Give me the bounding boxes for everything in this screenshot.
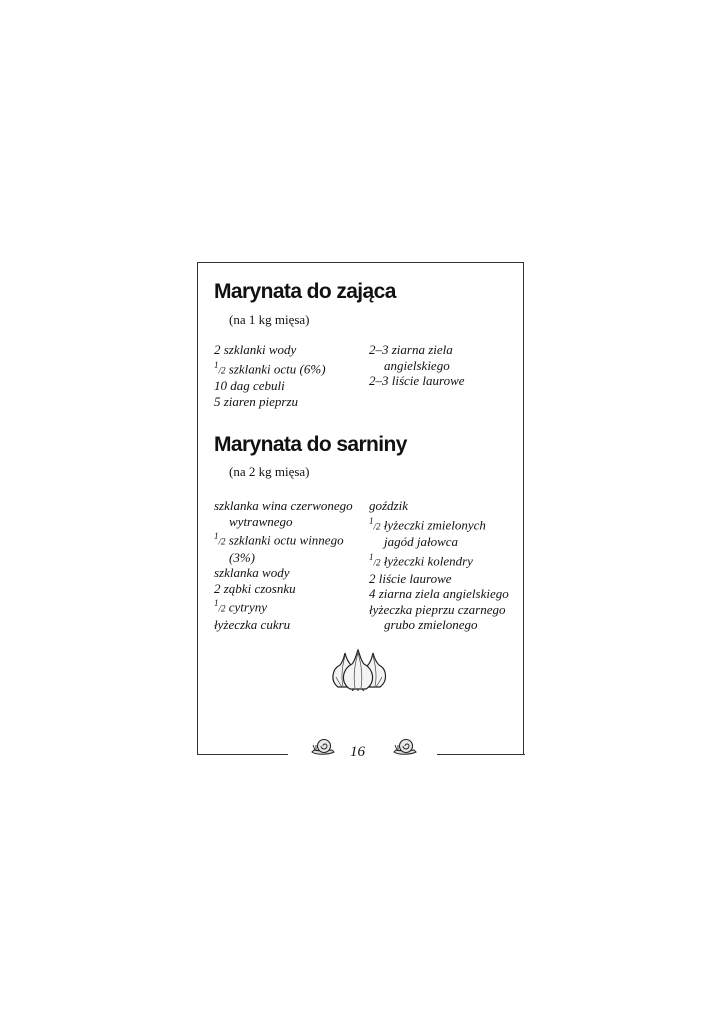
ingredient-text: cytryny	[225, 599, 268, 615]
ingredients-left-column	[214, 498, 353, 633]
fraction-denominator: /2	[218, 364, 226, 375]
ingredient-line	[214, 378, 326, 394]
ingredient-text: grubo zmielonego	[384, 617, 478, 633]
ingredient-line	[369, 514, 509, 535]
ingredient-text: szklanki octu winnego	[225, 532, 344, 548]
ingredient-line	[369, 602, 509, 618]
recipe-title-venison: Marynata do sarniny	[214, 433, 407, 456]
ingredient-text: łyżeczka cukru	[214, 617, 291, 633]
ingredient-line	[214, 565, 353, 581]
ingredient-text: 2–3 liście laurowe	[369, 373, 465, 388]
ingredient-line	[214, 358, 326, 379]
ingredient-text: 2 ząbki czosnku	[214, 580, 296, 596]
fraction-denominator: /2	[218, 603, 226, 614]
ingredient-text: szklanka wina czerwonego	[214, 498, 353, 513]
ingredient-line	[214, 342, 326, 358]
ingredient-line	[214, 550, 353, 566]
ingredient-text: angielskiego	[384, 357, 450, 373]
fraction-denominator: /2	[218, 536, 226, 547]
ingredient-line	[369, 498, 509, 514]
page-number: 16	[350, 744, 365, 760]
ingredient-line	[214, 498, 353, 514]
ingredient-text: szklanka wody	[214, 565, 290, 581]
ingredient-line	[214, 596, 353, 617]
ingredient-text: (3%)	[229, 549, 255, 565]
ingredient-text: łyżeczki zmielonych	[380, 516, 486, 532]
ingredient-text: 4 ziarna ziela angielskiego	[369, 586, 509, 602]
ingredient-text: 2 liście laurowe	[369, 570, 452, 586]
ingredient-line	[369, 617, 509, 633]
garlic-icon	[328, 647, 390, 691]
ingredient-line	[369, 342, 465, 358]
ingredients-left-column	[214, 342, 326, 409]
ingredient-text: jagód jałowca	[384, 534, 459, 550]
fraction-denominator: /2	[373, 557, 381, 568]
ingredient-text: łyżeczki kolendry	[380, 553, 473, 569]
snail-icon	[310, 738, 336, 756]
ingredient-line	[214, 617, 353, 633]
ingredient-line	[369, 373, 465, 389]
ingredient-line	[369, 358, 465, 374]
ingredient-text: goździk	[369, 498, 408, 513]
recipe-subtitle-hare: (na 1 kg mięsa)	[229, 312, 310, 327]
fraction-numerator: 1	[214, 598, 219, 609]
footer-rule-left	[197, 754, 288, 755]
ingredient-text: wytrawnego	[229, 513, 293, 529]
ingredient-text: 2 szklanki wody	[214, 342, 297, 357]
ingredient-text: 2–3 ziarna ziela	[369, 342, 453, 357]
ingredient-line	[214, 529, 353, 550]
fraction-denominator: /2	[373, 520, 381, 531]
footer-rule-right	[437, 754, 525, 755]
ingredient-line	[369, 586, 509, 602]
fraction-numerator: 1	[369, 515, 374, 526]
recipe-title-hare: Marynata do zająca	[214, 280, 396, 303]
ingredients-right-column	[369, 498, 509, 633]
fraction-numerator: 1	[369, 551, 374, 562]
ingredient-text: szklanki octu (6%)	[225, 360, 326, 376]
ingredient-text: łyżeczka pieprzu czarnego	[369, 601, 506, 617]
ingredient-line	[369, 534, 509, 550]
ingredient-line	[214, 581, 353, 597]
recipe-subtitle-venison: (na 2 kg mięsa)	[229, 464, 310, 479]
fraction-numerator: 1	[214, 359, 219, 370]
ingredients-right-column	[369, 342, 465, 389]
ingredient-line	[369, 550, 509, 571]
ingredient-line	[369, 571, 509, 587]
ingredient-line	[214, 394, 326, 410]
ingredient-line	[214, 514, 353, 530]
fraction-numerator: 1	[214, 531, 219, 541]
ingredient-text: 5 ziaren pieprzu	[214, 393, 299, 409]
ingredient-text: 10 dag cebuli	[214, 378, 285, 394]
snail-icon	[392, 738, 418, 756]
